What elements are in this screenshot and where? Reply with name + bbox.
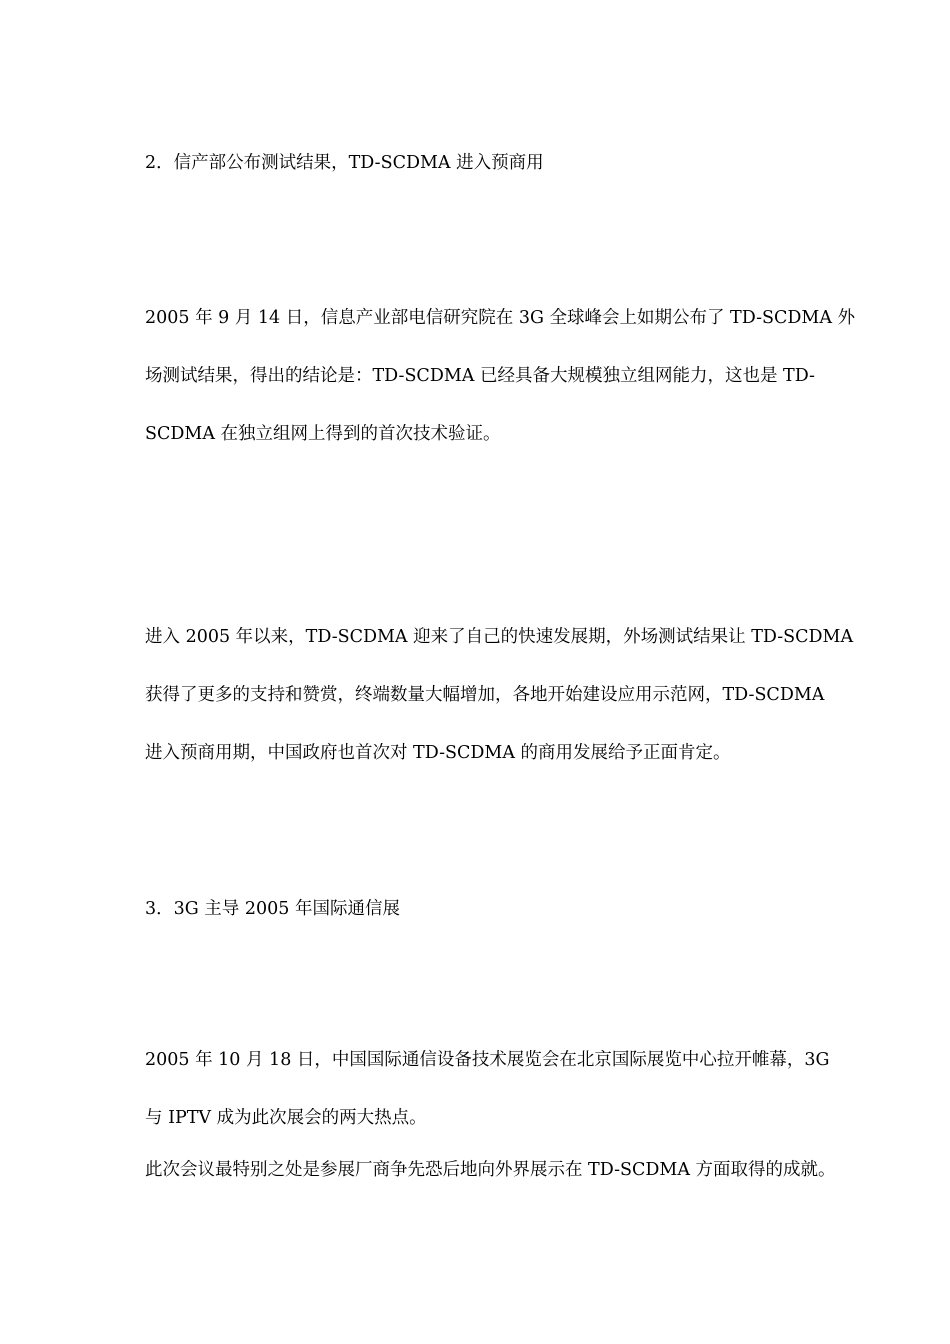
paragraph-line: 2005 年 9 月 14 日，信息产业部电信研究院在 3G 全球峰会上如期公布了 TD-SCDMA 外 — [145, 308, 856, 328]
section-2-paragraph-1 — [145, 289, 880, 463]
section-2-heading: 2．信产部公布测试结果，TD-SCDMA 进入预商用 — [145, 153, 544, 173]
section-2-paragraph-2 — [145, 608, 880, 782]
section-3-paragraph-1 — [145, 1031, 880, 1147]
paragraph-line: 进入预商用期，中国政府也首次对 TD-SCDMA 的商用发展给予正面肯定。 — [145, 743, 731, 763]
paragraph-line: 进入 2005 年以来，TD-SCDMA 迎来了自己的快速发展期，外场测试结果让 TD-SCDMA — [145, 627, 854, 647]
paragraph-line: 2005 年 10 月 18 日，中国国际通信设备技术展览会在北京国际展览中心拉开帷幕，3G — [145, 1050, 830, 1070]
paragraph-line: 获得了更多的支持和赞赏，终端数量大幅增加，各地开始建设应用示范网，TD-SCDMA — [145, 685, 825, 705]
paragraph-line: 与 IPTV 成为此次展会的两大热点。 — [145, 1108, 427, 1128]
paragraph-line: 场测试结果，得出的结论是：TD-SCDMA 已经具备大规模独立组网能力，这也是 TD- — [145, 366, 815, 386]
section-3-heading: 3．3G 主导 2005 年国际通信展 — [145, 899, 400, 919]
paragraph-line: SCDMA 在独立组网上得到的首次技术验证。 — [145, 424, 501, 444]
section-3-paragraph-2: 此次会议最特别之处是参展厂商争先恐后地向外界展示在 TD-SCDMA 方面取得的成就。 — [145, 1160, 836, 1180]
